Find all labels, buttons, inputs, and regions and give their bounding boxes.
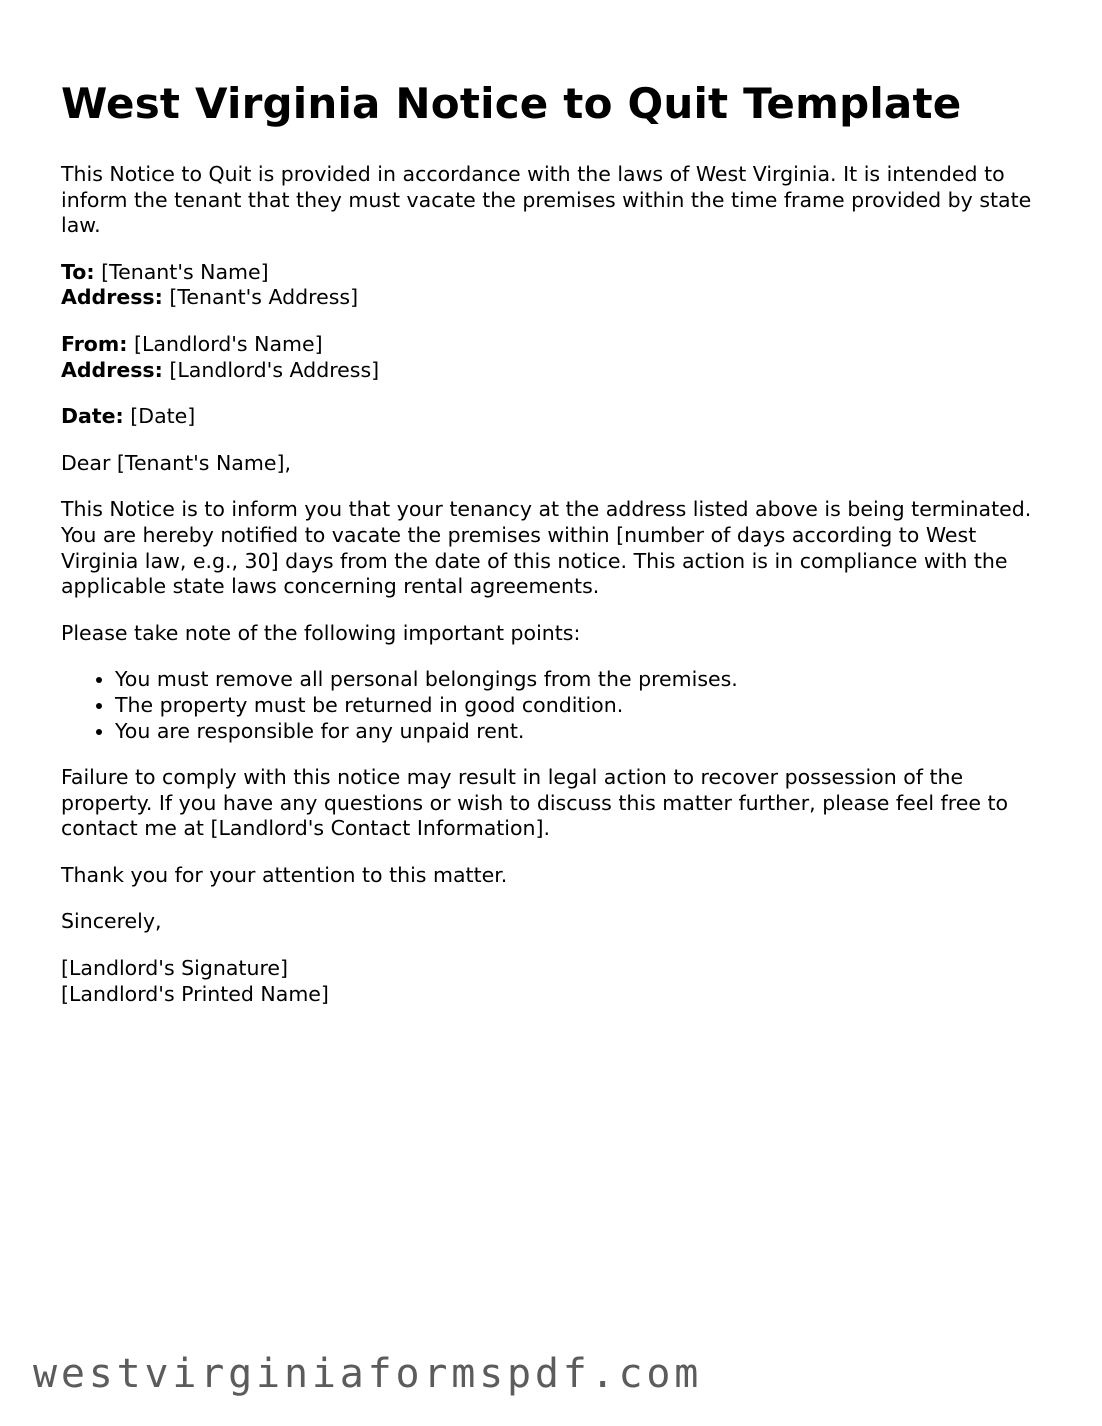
- recipient-block: [61, 260, 1041, 311]
- watermark: westvirginiaformspdf.com: [33, 1351, 703, 1397]
- document-title: West Virginia Notice to Quit Template: [61, 79, 962, 128]
- list-item: • You must remove all personal belongings from the premises.: [115, 667, 1041, 693]
- intro-paragraph: This Notice to Quit is provided in accordance with the laws of West Virginia. It is intended to inform the tenant that they must vacate the premises within the time frame provided by state law.: [61, 162, 1032, 238]
- date-label: Date:: [61, 404, 124, 429]
- points-intro: Please take note of the following important points:: [61, 620, 581, 645]
- to-address-value: [Tenant's Address]: [169, 285, 359, 310]
- to-address-label: Address:: [61, 285, 163, 310]
- salutation: Dear [Tenant's Name],: [61, 450, 291, 475]
- printed-name-line: [Landlord's Printed Name]: [61, 981, 329, 1006]
- list-item: • The property must be returned in good condition.: [115, 693, 1041, 719]
- points-list: [61, 667, 1041, 744]
- document-page: [61, 78, 1041, 1028]
- from-value: [Landlord's Name]: [133, 331, 323, 356]
- signature-block: [61, 956, 1041, 1007]
- sender-block: [61, 332, 1041, 383]
- to-value: [Tenant's Name]: [101, 259, 269, 284]
- thanks-line: Thank you for your attention to this matter.: [61, 862, 508, 887]
- to-label: To:: [61, 259, 95, 284]
- closing-line: Sincerely,: [61, 909, 162, 934]
- from-label: From:: [61, 331, 128, 356]
- date-value: [Date]: [130, 404, 196, 429]
- from-address-label: Address:: [61, 357, 163, 382]
- signature-line: [Landlord's Signature]: [61, 956, 289, 981]
- list-item: • You are responsible for any unpaid rent.: [115, 719, 1041, 745]
- failure-paragraph: Failure to comply with this notice may result in legal action to recover possession of the property. If you have any questions or wish to discuss this matter further, please feel free to contact me at [Landlord's Contact Information].: [61, 765, 1009, 841]
- body-paragraph: This Notice is to inform you that your tenancy at the address listed above is being terminated. You are hereby notified to vacate the premises within [number of days according to West Virginia law, e.g., 30] days from the date of this notice. This action is in compliance with the applicable state laws concerning rental agreements.: [61, 497, 1032, 599]
- from-address-value: [Landlord's Address]: [169, 357, 380, 382]
- date-block: [61, 404, 1041, 430]
